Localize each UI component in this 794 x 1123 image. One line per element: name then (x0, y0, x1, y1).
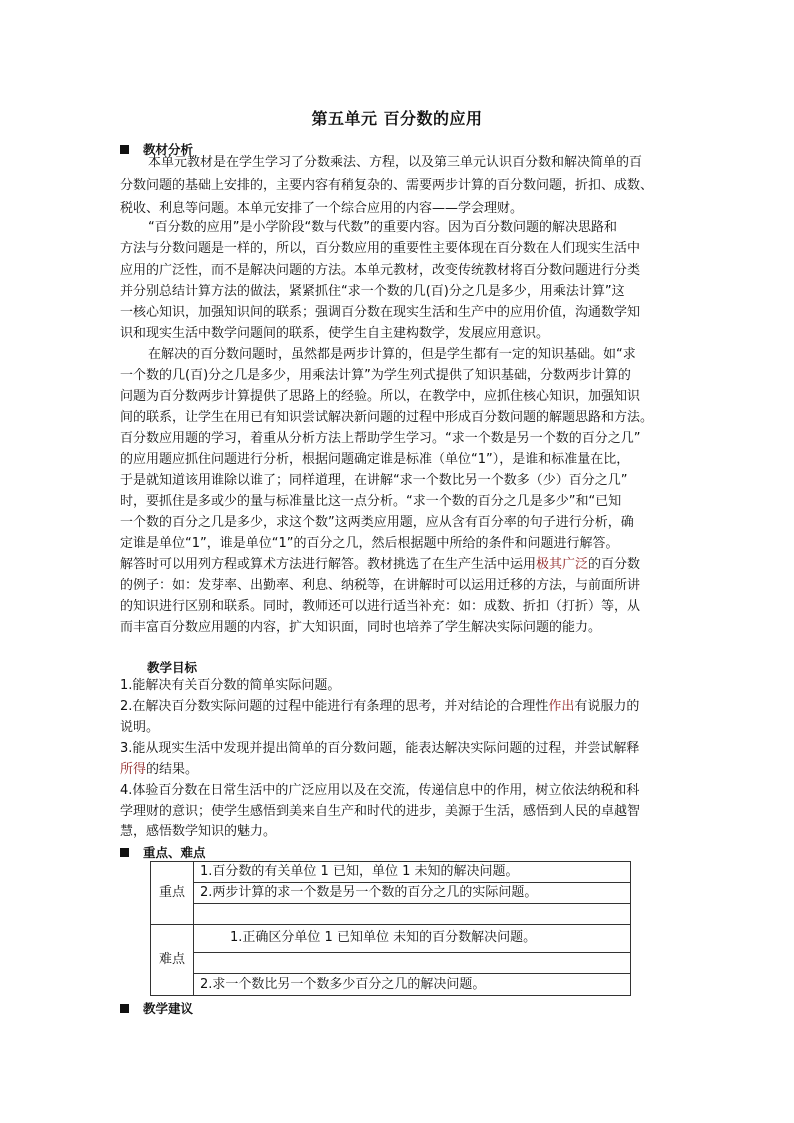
text-run: 的结果。 (146, 762, 199, 777)
table-cell: 2.求一个数比另一个数多少百分之几的解决问题。 (194, 974, 631, 996)
table-row (151, 974, 631, 996)
text-run: 的百分数 (588, 557, 641, 572)
paragraph-line: 时，要抓住是多或少的量与标准量比这一点分析。“求一个数的百分之几是多少”和“已知 (120, 494, 622, 509)
paragraph-line: “百分数的应用”是小学阶段“数与代数”的重要内容。因为百分数问题的解决思路和 (148, 220, 617, 235)
paragraph-line: 税收、利息等问题。本单元安排了一个综合应用的内容——学会理财。 (120, 201, 524, 216)
section-heading-label: 教材分析 (143, 142, 194, 157)
objectives-heading: 教学目标 (147, 660, 198, 675)
key-points-table (150, 861, 631, 996)
table-cell: 1.正确区分单位 1 已知单位 未知的百分数解决问题。 (194, 925, 631, 953)
paragraph-line: 的知识进行区别和联系。同时，教师还可以进行适当补充：如：成数、折扣（打折）等，从 (120, 599, 641, 614)
paragraph-line: 间的联系，让学生在用已有知识尝试解决新问题的过程中形成百分数问题的解题思路和方法。 (120, 410, 654, 425)
paragraph-line: 百分数应用题的学习，着重从分析方法上帮助学生学习。“求一个数是另一个数的百分之几” (120, 431, 641, 446)
objective-line (120, 697, 680, 717)
table-row (151, 904, 631, 925)
paragraph-line: 一核心知识，加强知识间的联系；强调百分数在现实生活和生产中的应用价值，沟通数学知 (120, 305, 641, 320)
paragraph-line: 识和现实生活中数学问题间的联系，使学生自主建构数学，发展应用意识。 (120, 326, 550, 341)
paragraph-line: 应用的广泛性，而不是解决问题的方法。本单元教材，改变传统教材将百分数问题进行分类 (120, 263, 641, 278)
objective-line: 3.能从现实生活中发现并提出简单的百分数问题，能表达解决实际问题的过程，并尝试解释 (120, 741, 640, 756)
objective-line: 学理财的意识；使学生感悟到美来自生产和时代的进步，美源于生活，感悟到人民的卓越智 (120, 804, 641, 819)
objective-line: 慧，感悟数学知识的魅力。 (120, 824, 277, 839)
key-label-cell: 重点 (151, 862, 194, 925)
text-run: 有说服力的 (574, 699, 640, 714)
objective-line: 1.能解决有关百分数的简单实际问题。 (120, 678, 341, 693)
table-cell: 2.两步计算的求一个数是另一个数的百分之几的实际问题。 (194, 883, 631, 904)
section-heading-label: 重点、难点 (143, 845, 206, 860)
paragraph-line: 在解决的百分数问题时，虽然都是两步计算的，但是学生都有一定的知识基础。如“求 (148, 347, 636, 362)
difficulty-label-cell: 难点 (151, 925, 194, 996)
objective-line (120, 760, 680, 780)
paragraph-line: 定谁是单位“1”，谁是单位“1”的百分之几，然后根据题中所给的条件和问题进行解答。 (120, 536, 619, 551)
table-row (151, 952, 631, 974)
paragraph-line: 一个数的百分之几是多少，求这个数”这两类应用题，应从含有百分率的句子进行分析，确 (120, 515, 634, 530)
paragraph-line: 问题为百分数两步计算提供了思路上的经验。所以，在教学中，应抓住核心知识，加强知识 (120, 389, 641, 404)
paragraph-line: 一个数的几(百)分之几是多少，用乘法计算”为学生列式提供了知识基础，分数两步计算的 (120, 368, 631, 383)
text-run: 2.在解决百分数实际问题的过程中能进行有条理的思考，并对结论的合理性 (120, 699, 549, 714)
table-cell: 1.百分数的有关单位 1 已知，单位 1 未知的解决问题。 (194, 862, 631, 883)
section-heading-key-points (120, 843, 206, 861)
paragraph-line: 并分别总结计算方法的做法，紧紧抓住“求一个数的几(百)分之几是多少，用乘法计算”这 (120, 284, 625, 299)
table-cell (194, 952, 631, 974)
table-row (151, 883, 631, 904)
paragraph-line: 的应用题应抓住问题进行分析，根据问题确定谁是标准（单位“1”），是谁和标准量在比， (120, 452, 630, 467)
paragraph-line (120, 555, 680, 575)
highlighted-text: 所得 (120, 762, 147, 777)
paragraph-line: 的例子：如：发芽率、出勤率、利息、纳税等，在讲解时可以运用迁移的方法，与前面所讲 (120, 578, 641, 593)
section-heading-suggestions (120, 999, 193, 1017)
bullet-square-icon (120, 145, 129, 154)
objective-line: 说明。 (120, 720, 160, 735)
highlighted-text: 极其广泛 (536, 557, 589, 572)
paragraph-line: 方法与分数问题是一样的，所以，百分数应用的重要性主要体现在百分数在人们现实生活中 (120, 241, 641, 256)
bullet-square-icon (120, 1004, 129, 1013)
highlighted-text: 作出 (548, 699, 575, 714)
table-cell (194, 904, 631, 925)
table-row (151, 925, 631, 953)
paragraph-line: 分数问题的基础上安排的，主要内容有稍复杂的、需要两步计算的百分数问题，折扣、成数、 (120, 178, 654, 193)
paragraph-line: 而丰富百分数应用题的内容，扩大知识面，同时也培养了学生解决实际问题的能力。 (120, 620, 602, 635)
page-title: 第五单元 百分数的应用 (311, 109, 483, 128)
bullet-square-icon (120, 848, 129, 857)
table-row (151, 862, 631, 883)
text-run: 解答时可以用列方程或算术方法进行解答。教材挑选了在生产生活中运用 (120, 557, 537, 572)
paragraph-line: 本单元教材是在学生学习了分数乘法、方程，以及第三单元认识百分数和解决简单的百 (148, 155, 643, 170)
paragraph-line: 于是就知道该用谁除以谁了；同样道理，在讲解“求一个数比另一个数多（少）百分之几” (120, 473, 628, 488)
section-heading-label: 教学建议 (143, 1001, 194, 1016)
objective-line: 4.体验百分数在日常生活中的广泛应用以及在交流，传递信息中的作用，树立依法纳税和科 (120, 783, 640, 798)
